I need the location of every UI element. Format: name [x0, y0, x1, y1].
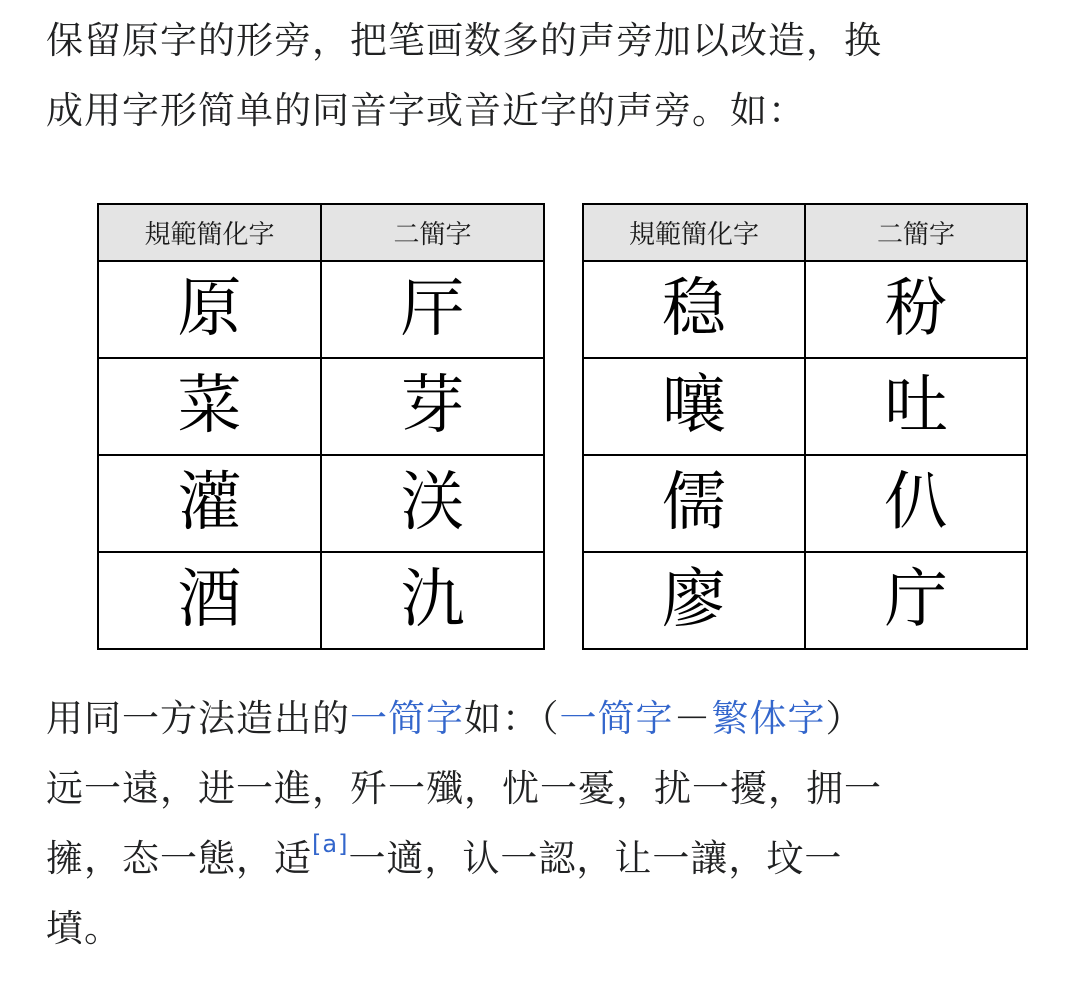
method-line-3b: 一適，认一認，让一讓，坟一: [348, 837, 843, 880]
erjian-char: 芽: [321, 358, 544, 455]
table-row: [583, 455, 1027, 552]
standard-char: 嚷: [583, 358, 805, 455]
standard-char: 稳: [583, 261, 805, 358]
link-one-simplified[interactable]: 一简字: [559, 697, 674, 740]
footnote-link-a[interactable]: [a]: [312, 829, 349, 858]
table-row: [583, 552, 1027, 649]
method-line-2: 远一遠，进一進，歼一殲，忧一憂，扰一擾，拥一: [46, 767, 882, 810]
erjian-char: 氿: [321, 552, 544, 649]
header-second-simplified: 二簡字: [805, 204, 1027, 261]
intro-line-1: 保留原字的形旁，把笔画数多的声旁加以改造，换: [46, 19, 882, 62]
table-row: [583, 358, 1027, 455]
method-line-4: 墳。: [46, 907, 122, 950]
erjian-char: 仈: [805, 455, 1027, 552]
standard-char: 原: [98, 261, 321, 358]
table-header-row: [98, 204, 544, 261]
dash: －: [673, 697, 712, 740]
close-paren: ）: [825, 697, 864, 740]
erjian-char: 浂: [321, 455, 544, 552]
footnote-ref: [312, 830, 348, 858]
standard-char: 灌: [98, 455, 321, 552]
standard-char: 菜: [98, 358, 321, 455]
method-line-1: [46, 684, 1036, 754]
erjian-char: 庁: [805, 552, 1027, 649]
table-row: [98, 358, 544, 455]
header-second-simplified: 二簡字: [321, 204, 544, 261]
method-line-3a: 擁，态一態，适: [46, 837, 312, 880]
standard-char: 酒: [98, 552, 321, 649]
table-header-row: [583, 204, 1027, 261]
table-row: [98, 455, 544, 552]
link-traditional[interactable]: 繁体字: [711, 697, 826, 740]
comparison-table-left: [97, 203, 545, 650]
table-row: [98, 261, 544, 358]
comparison-table-right: [582, 203, 1028, 650]
header-standard-simplified: 規範簡化字: [583, 204, 805, 261]
header-standard-simplified: 規範簡化字: [98, 204, 321, 261]
erjian-char: 吐: [805, 358, 1027, 455]
method-middle: 如：（: [464, 697, 560, 740]
intro-paragraph: [46, 6, 1036, 146]
erjian-char: 秎: [805, 261, 1027, 358]
standard-char: 廖: [583, 552, 805, 649]
table-row: [583, 261, 1027, 358]
method-prefix: 用同一方法造出的: [46, 697, 350, 740]
intro-line-2: 成用字形简单的同音字或音近字的声旁。如：: [46, 89, 806, 132]
table-row: [98, 552, 544, 649]
method-line-3: [46, 824, 1036, 894]
standard-char: 儒: [583, 455, 805, 552]
erjian-char: 厈: [321, 261, 544, 358]
method-paragraph: [46, 684, 1036, 964]
link-erjian[interactable]: 一简字: [350, 697, 464, 740]
